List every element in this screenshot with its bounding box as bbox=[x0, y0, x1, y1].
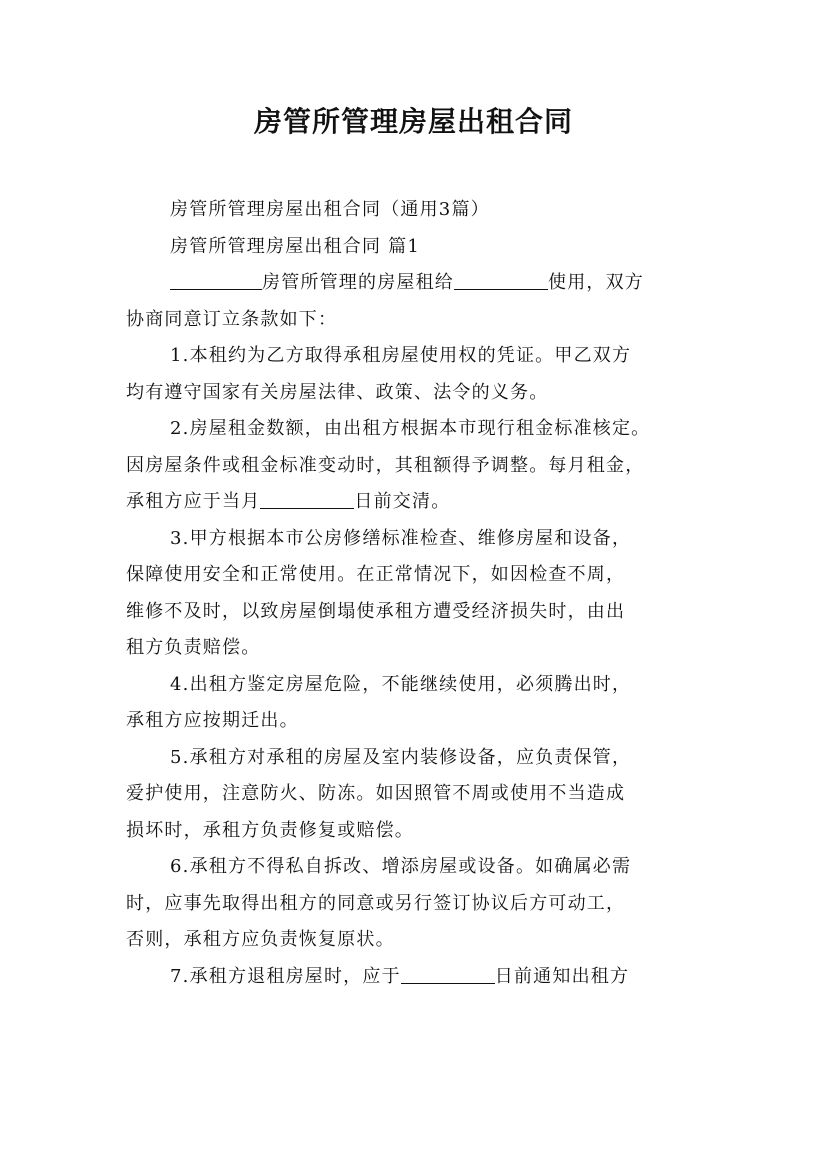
clause-5-line-1: 5.承租方对承租的房屋及室内装修设备，应负责保管， bbox=[170, 746, 632, 768]
clause-3-line-4: 租方负责赔偿。 bbox=[126, 637, 261, 658]
fill-blank-tenant-org[interactable] bbox=[170, 269, 262, 290]
clause-1-line-1: 1.本租约为乙方取得承租房屋使用权的凭证。甲乙双方 bbox=[170, 345, 632, 366]
section-heading: 房管所管理房屋出租合同 篇1 bbox=[170, 235, 420, 257]
preamble-text-b: 使用，双方 bbox=[548, 272, 644, 293]
clause-6-line-2: 时，应事先取得出租方的同意或另行签订协议后方可动工， bbox=[126, 892, 626, 914]
clause-5-line-2: 爱护使用，注意防火、防冻。如因照管不周或使用不当造成 bbox=[126, 783, 626, 804]
clause-3-line-3: 维修不及时，以致房屋倒塌使承租方遭受经济损失时，由出 bbox=[126, 600, 626, 622]
preamble-line-2: 协商同意订立条款如下： bbox=[126, 308, 338, 330]
clause-3-line-2: 保障使用安全和正常使用。在正常情况下，如因检查不周， bbox=[126, 564, 626, 585]
fill-blank-lessee[interactable] bbox=[454, 269, 548, 290]
clause-7-line-1 bbox=[126, 959, 706, 996]
clause-2-line-2: 因房屋条件或租金标准变动时，其租额得予调整。每月租金， bbox=[126, 454, 645, 476]
clause-2-text-b: 日前交清。 bbox=[354, 491, 451, 512]
preamble-text-a: 房管所管理的房屋租给 bbox=[262, 272, 454, 293]
clause-5-line-3: 损坏时，承租方负责修复或赔偿。 bbox=[126, 819, 414, 841]
clause-7-text-b: 日前通知出租方 bbox=[494, 965, 630, 987]
document-title: 房管所管理房屋出租合同 bbox=[253, 105, 573, 138]
document-body bbox=[126, 192, 706, 995]
clause-6-line-1: 6.承租方不得私自拆改、增添房屋或设备。如确属必需 bbox=[170, 856, 632, 877]
intro-line: 房管所管理房屋出租合同（通用3篇） bbox=[170, 199, 490, 220]
clause-4-line-1: 4.出租方鉴定房屋危险，不能继续使用，必须腾出时， bbox=[170, 673, 632, 695]
fill-blank-notice-day[interactable] bbox=[401, 963, 495, 984]
clause-2-text-a: 承租方应于当月 bbox=[126, 491, 261, 512]
clause-2-line-3 bbox=[126, 484, 706, 521]
preamble-line-1 bbox=[126, 265, 706, 302]
clause-7-text-a: 7.承租方退租房屋时，应于 bbox=[170, 965, 401, 987]
clause-1-line-2: 均有遵守国家有关房屋法律、政策、法令的义务。 bbox=[126, 381, 549, 403]
fill-blank-rent-due-day[interactable] bbox=[260, 488, 354, 509]
clause-6-line-3: 否则，承租方应负责恢复原状。 bbox=[126, 929, 395, 950]
clause-3-line-1: 3.甲方根据本市公房修缮标准检查、维修房屋和设备， bbox=[170, 527, 632, 549]
clause-4-line-2: 承租方应按期迁出。 bbox=[126, 710, 299, 731]
clause-2-line-1: 2.房屋租金数额，由出租方根据本市现行租金标准核定。 bbox=[170, 418, 651, 439]
